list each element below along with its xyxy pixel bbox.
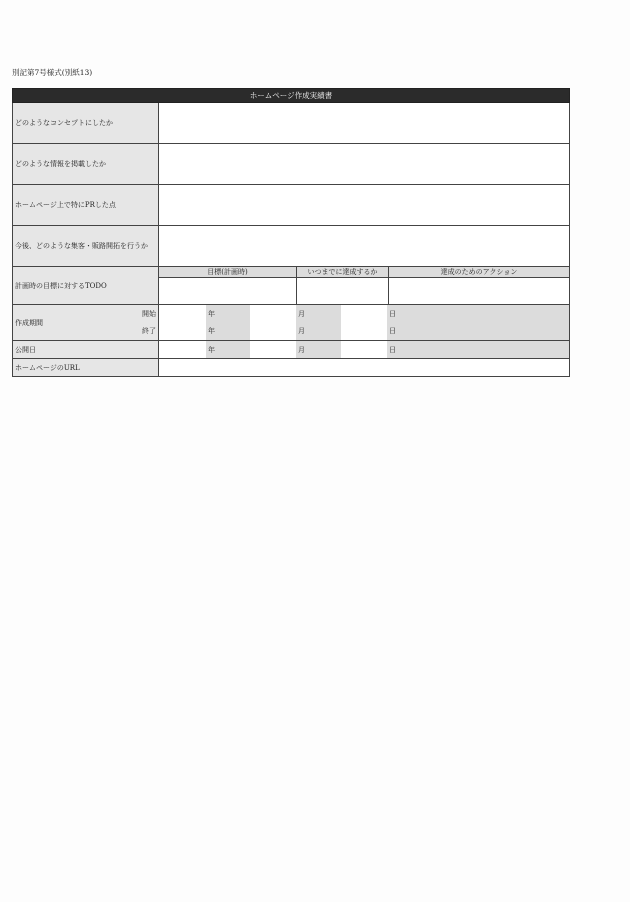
publish-year-input[interactable] (159, 341, 206, 358)
todo-when-column (297, 267, 389, 304)
concept-row (12, 103, 570, 144)
start-year-unit: 年 (208, 310, 215, 318)
form-number: 別記第7号様式(別紙13) (12, 68, 93, 77)
future-field[interactable] (159, 226, 569, 266)
info-label: どのような情報を掲載したか (13, 144, 159, 184)
start-day-unit: 日 (389, 310, 396, 318)
todo-row (12, 267, 570, 305)
homepage-report-form (12, 88, 570, 377)
future-label: 今後、どのような集客・販路開拓を行うか (13, 226, 159, 266)
end-month-unit: 月 (298, 327, 305, 335)
pr-label: ホームページ上で特にPRした点 (13, 185, 159, 225)
start-month-unit: 月 (298, 310, 305, 318)
url-label: ホームページのURL (13, 359, 159, 376)
period-day-unit-cell (387, 305, 569, 340)
future-row (12, 226, 570, 267)
period-year-input[interactable] (159, 305, 206, 340)
publish-day-input[interactable] (341, 341, 387, 358)
publish-day-unit: 日 (389, 346, 396, 354)
concept-label: どのようなコンセプトにしたか (13, 103, 159, 143)
period-label-text: 作成期間 (15, 318, 43, 327)
todo-goal-column (159, 267, 297, 304)
publish-day-unit-cell (387, 341, 569, 358)
info-field[interactable] (159, 144, 569, 184)
end-day-unit: 日 (389, 327, 396, 335)
todo-grid (159, 267, 569, 304)
publish-grid (159, 341, 569, 358)
url-row (12, 359, 570, 377)
todo-action-header: 達成のためのアクション (389, 267, 569, 278)
period-start-label: 開始 (142, 310, 156, 318)
period-month-unit-cell (296, 305, 341, 340)
todo-action-field[interactable] (389, 278, 569, 304)
publish-month-unit-cell (296, 341, 341, 358)
publish-month-unit: 月 (298, 346, 305, 354)
period-day-input[interactable] (341, 305, 387, 340)
period-month-input[interactable] (250, 305, 296, 340)
pr-field[interactable] (159, 185, 569, 225)
todo-when-header: いつまでに達成するか (297, 267, 388, 278)
concept-field[interactable] (159, 103, 569, 143)
end-year-unit: 年 (208, 327, 215, 335)
url-field[interactable] (159, 359, 569, 376)
pr-row (12, 185, 570, 226)
todo-goal-field[interactable] (159, 278, 296, 304)
publish-year-unit: 年 (208, 346, 215, 354)
period-row (12, 305, 570, 341)
todo-label: 計画時の目標に対するTODO (13, 267, 159, 304)
publish-row (12, 341, 570, 359)
period-year-unit-cell (206, 305, 250, 340)
publish-month-input[interactable] (250, 341, 296, 358)
info-row (12, 144, 570, 185)
period-label (13, 305, 159, 340)
todo-when-field[interactable] (297, 278, 388, 304)
publish-label: 公開日 (13, 341, 159, 358)
period-end-label: 終了 (142, 327, 156, 335)
todo-action-column (389, 267, 569, 304)
form-title: ホームページ作成実績書 (12, 88, 570, 103)
period-grid (159, 305, 569, 340)
publish-year-unit-cell (206, 341, 250, 358)
todo-goal-header: 目標(計画時) (159, 267, 296, 278)
